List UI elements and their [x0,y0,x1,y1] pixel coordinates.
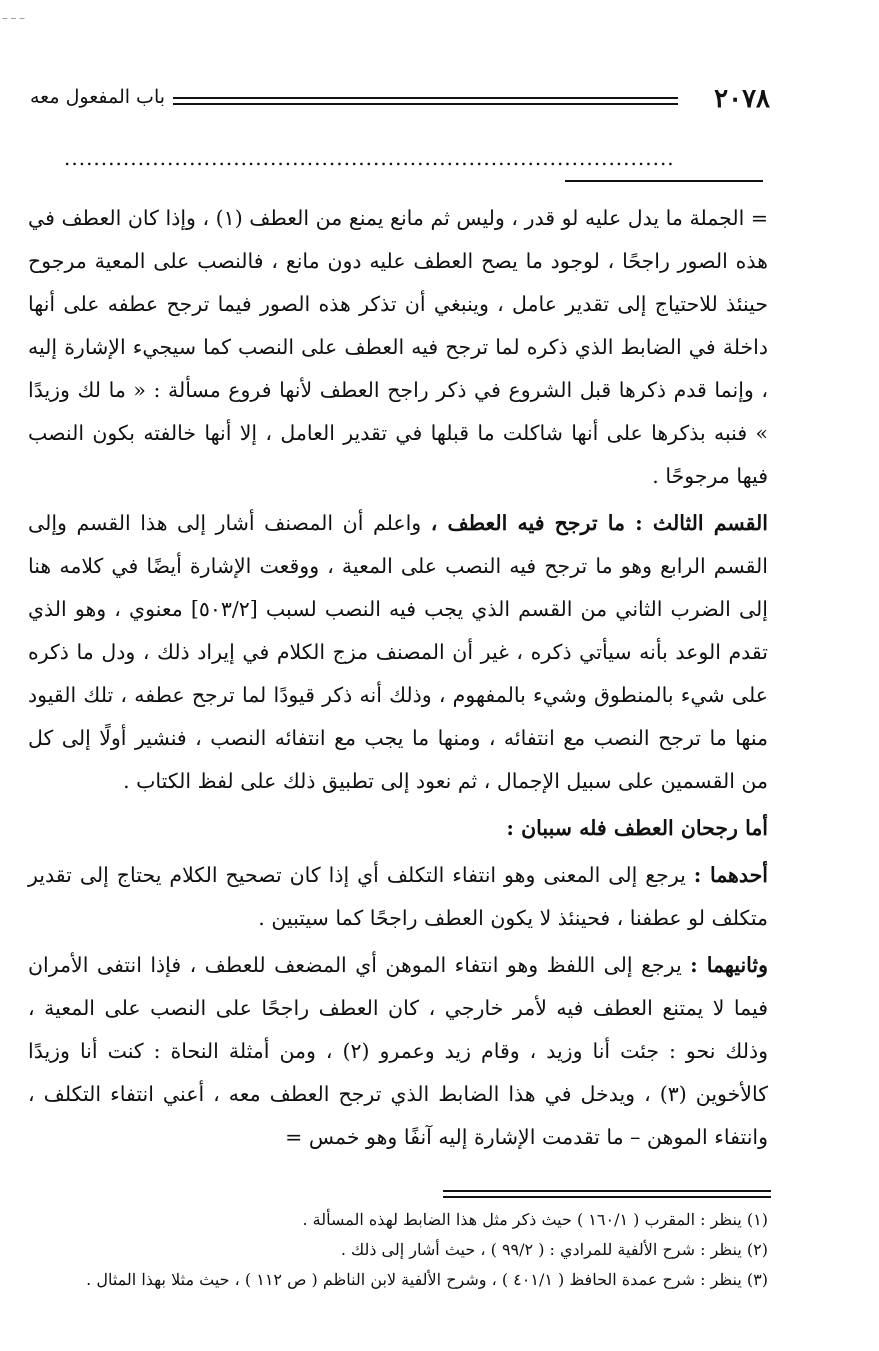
paragraph-text: يرجع إلى اللفظ وهو انتفاء الموهن أي المضعف للعطف ، فإذا انتفى الأمران فيما لا يمتنع العطف فيه لأمر خارجي ، كان العطف راجحًا على النصب على المعية ، وذلك نحو : جئت أنا وزيد ، وقام زيد وعمرو (٢) ، ومن أمثلة النحاة : كنت أنا وزيدًا كالأخوين (٣) ، ويدخل في هذا الضابط الذي ترجح العطف معه ، أعني انتفاء التكلف ، وانتفاء الموهن – ما تقدمت الإشارة إليه آنفًا وهو خمس = [28,953,768,1149]
running-header [30,84,770,114]
paragraph-lead: أحدهما : [693,863,768,887]
footnote-rule [443,1190,771,1198]
paragraph-lead: القسم الثالث : ما ترجح فيه العطف ، [430,511,768,535]
scan-corner-mark: ‒ ‒ ‒ [2,14,25,24]
page-number: ٢٠٧٨ [714,84,770,114]
footnote: (١) ينظر : المقرب ( ١٦٠/١ ) حيث ذكر مثل هذا الضابط لهذه المسألة . [302,1210,768,1229]
paragraph-lead: وثانيهما : [690,953,769,977]
separator-rule [565,180,763,182]
paragraph-text: يرجع إلى المعنى وهو انتفاء التكلف أي إذا كان تصحيح الكلام يحتاج إلى تقدير متكلف لو عطفنا ، فحينئذ لا يكون العطف راجحًا كما سيتبين . [28,863,768,930]
paragraph-text: واعلم أن المصنف أشار إلى هذا القسم وإلى القسم الرابع وهو ما ترجح فيه النصب على المعية ، ووقعت الإشارة أيضًا في كلامه هنا إلى الضرب الثاني من القسم الذي يجب فيه النصب لسبب [٥٠٣/٢] معنوي ، وهو الذي تقدم الوعد بأنه سيأتي ذكره ، غير أن المصنف مزج الكلام في إيراد ذلك ، ودل ما ذكره على شيء بالمنطوق وشيء بالمفهوم ، وذلك أنه ذكر قيودًا لما ترجح عطفه ، تلك القيود منها ما ترجح النصب مع انتفائه ، ومنها ما يجب مع انتفائه النصب ، فنشير أولًا إلى كل من القسمين على سبيل الإجمال ، ثم نعود إلى تطبيق ذلك على لفظ الكتاب . [28,511,768,793]
main-text [28,197,768,1163]
dotted-separator: ................................................................................... [64,146,675,170]
footnote: (٣) ينظر : شرح عمدة الحافظ ( ٤٠١/١ ) ، وشرح الألفية لابن الناظم ( ص ١١٢ ) ، حيث مثلا بهذا المثال . [86,1270,768,1289]
paragraph [28,944,768,1159]
footnote: (٢) ينظر : شرح الألفية للمرادي : ( ٩٩/٢ ) ، حيث أشار إلى ذلك . [340,1240,768,1259]
paragraph [28,502,768,803]
footnotes [40,1205,768,1295]
paragraph [28,854,768,940]
chapter-title: باب المفعول معه [30,86,166,108]
header-double-rule [173,97,678,105]
paragraph [28,197,768,498]
section-heading: أما رجحان العطف فله سببان : [506,816,768,840]
paragraph-text: = الجملة ما يدل عليه لو قدر ، وليس ثم مانع يمنع من العطف (١) ، وإذا كان العطف في هذه الصور راجحًا ، لوجود ما يصح العطف عليه دون مانع ، فالنصب على المعية مرجوح حينئذ للاحتياج إلى تقدير عامل ، وينبغي أن تذكر هذه الصور فيما ترجح عطفه على أنها داخلة في الضابط الذي ذكره لما ترجح فيه العطف على النصب كما سيجيء الإشارة إليه ، وإنما قدم ذكرها قبل الشروع في ذكر راجح العطف لأنها فروع مسألة : « ما لك وزيدًا » فنبه بذكرها على أنها شاكلت ما قبلها في تقدير العامل ، إلا أنها خالفته بكون النصب فيها مرجوحًا . [28,206,769,488]
paragraph [28,807,768,850]
